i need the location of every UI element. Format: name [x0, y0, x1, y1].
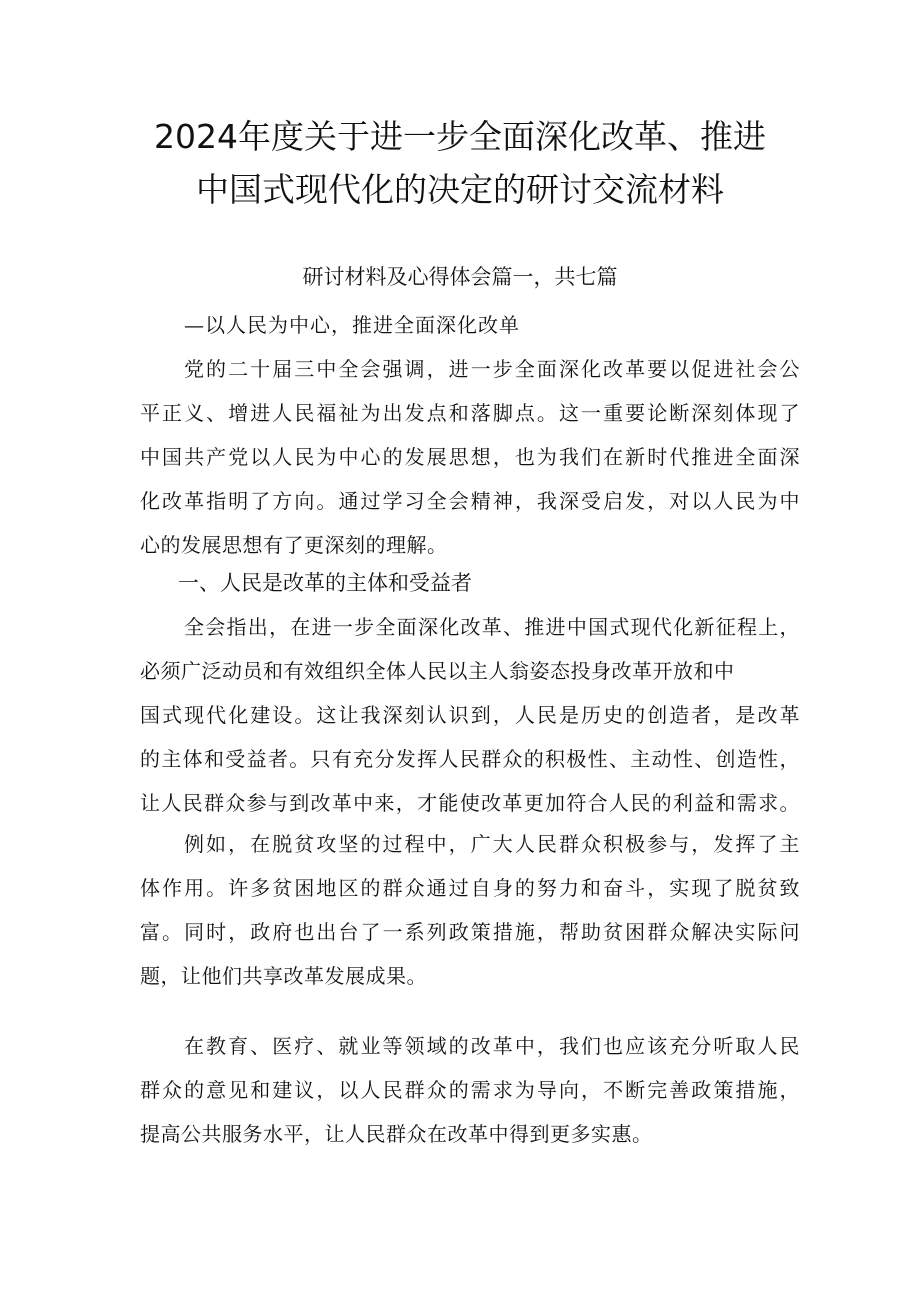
paragraph-line: 心的发展思想有了更深刻的理解。 — [140, 533, 448, 557]
document-subtitle: 研讨材料及心得体会篇一，共七篇 — [302, 265, 618, 289]
paragraph-line: 全会指出，在进一步全面深化改革、推进中国式现代化新征程上， — [184, 615, 800, 639]
paragraph-line: 例如，在脱贫攻坚的过程中，广大人民群众积极参与，发挥了主 — [184, 832, 800, 856]
paragraph-line: 富。同时，政府也出台了一系列政策措施，帮助贫困群众解决实际问 — [140, 920, 800, 944]
paragraph-line: 的主体和受益者。只有充分发挥人民群众的积极性、主动性、创造性， — [140, 747, 800, 771]
paragraph-line: 平正义、增进人民福祉为出发点和落脚点。这一重要论断深刻体现了 — [140, 401, 800, 425]
section-heading: 一、人民是改革的主体和受益者 — [178, 571, 472, 595]
document-tagline: —以人民为中心，推进全面深化改单 — [184, 313, 520, 337]
paragraph-line: 在教育、医疗、就业等领域的改革中，我们也应该充分听取人民 — [184, 1034, 800, 1058]
title-line: 2024年度关于进一步全面深化改革、推进 — [154, 117, 766, 156]
document-title — [100, 110, 820, 216]
paragraph-line: 中国共产党以人民为中心的发展思想，也为我们在新时代推进全面深 — [140, 445, 800, 469]
paragraph-line: 体作用。许多贫困地区的群众通过自身的努力和奋斗，实现了脱贫致 — [140, 876, 800, 900]
paragraph-line: 国式现代化建设。这让我深刻认识到，人民是历史的创造者，是改革 — [140, 703, 800, 727]
paragraph-line: 必须广泛动员和有效组织全体人民以主人翁姿态投身改革开放和中 — [140, 659, 735, 683]
paragraph-line: 党的二十届三中全会强调，进一步全面深化改革要以促进社会公 — [184, 357, 800, 381]
paragraph-line: 题，让他们共享改革发展成果。 — [140, 964, 427, 988]
paragraph-line: 提高公共服务水平，让人民群众在改革中得到更多实惠。 — [140, 1122, 653, 1146]
title-line: 中国式现代化的决定的研讨交流材料 — [196, 170, 724, 209]
paragraph-line: 群众的意见和建议，以人民群众的需求为导向，不断完善政策措施， — [140, 1078, 800, 1102]
paragraph-line: 让人民群众参与到改革中来，才能使改革更加符合人民的利益和需求。 — [140, 791, 800, 815]
paragraph-line: 化改革指明了方向。通过学习全会精神，我深受启发，对以人民为中 — [140, 489, 800, 513]
